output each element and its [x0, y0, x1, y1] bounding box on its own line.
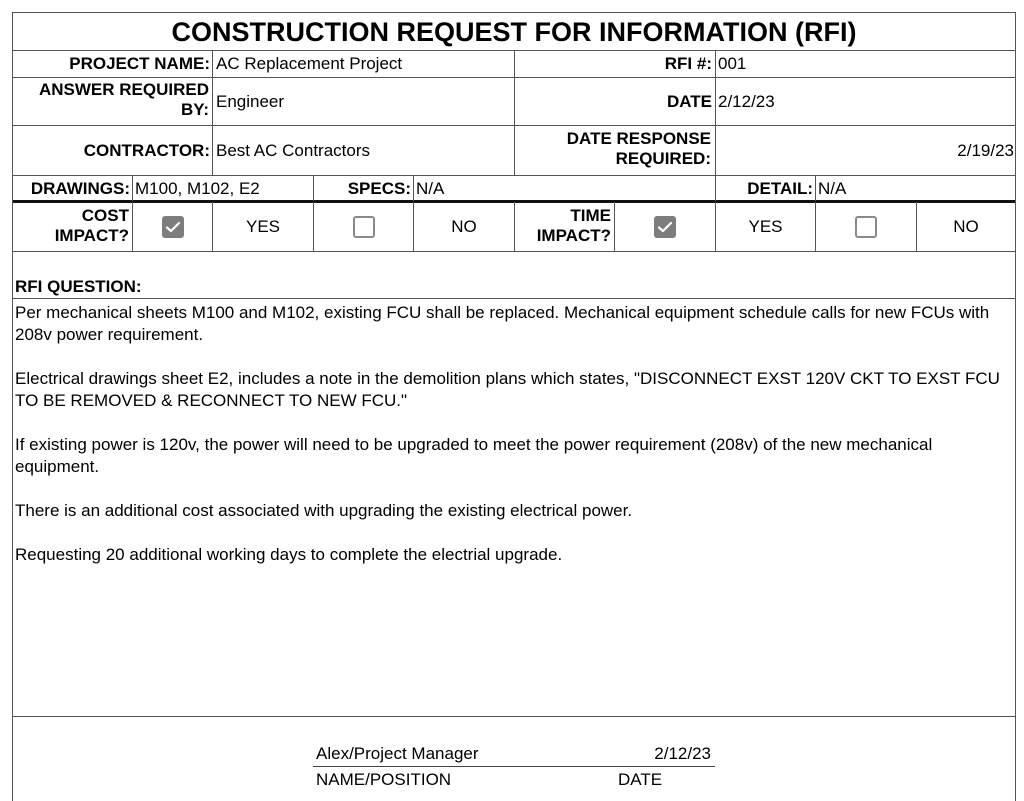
rfi-question-paragraph: If existing power is 120v, the power will need to be upgraded to meet the power requirement (208v) of the new mechanical equipment. [15, 435, 933, 476]
drawings-field[interactable] [135, 176, 311, 201]
rfi-question-paragraph: Electrical drawings sheet E2, includes a note in the demolition plans which states, "DISCONNECT EXST 120V CKT TO EXST FCU TO BE REMOVED & RECONNECT TO NEW FCU." [15, 369, 1000, 410]
cost-impact-yes-checkbox[interactable] [162, 216, 184, 238]
grid-line [815, 175, 816, 201]
cost-impact-label [12, 206, 129, 250]
cost-impact-no-label [414, 203, 514, 251]
cost-impact-yes-checkbox-cell [133, 203, 212, 251]
time-impact-no-text: NO [953, 217, 979, 236]
specs-label-text: SPECS: [347, 178, 411, 198]
contractor-label-text: CONTRACTOR: [83, 140, 210, 160]
cost-impact-no-text: NO [451, 217, 477, 236]
project-name-field[interactable] [216, 51, 512, 77]
checkmark-icon [657, 220, 673, 234]
detail-value: N/A [818, 178, 847, 198]
cost-impact-yes-label [213, 203, 313, 251]
grid-line [12, 251, 1016, 252]
grid-line [413, 175, 414, 201]
drawings-value: M100, M102, E2 [135, 178, 260, 198]
grid-line [1015, 12, 1016, 801]
contractor-label [12, 126, 210, 175]
date-response-required-value: 2/19/23 [957, 140, 1014, 160]
time-impact-no-label [917, 203, 1015, 251]
rfi-number-label [515, 51, 712, 77]
specs-value: N/A [416, 178, 445, 198]
time-impact-label-line1: TIME [570, 206, 611, 225]
cost-impact-label-line2: IMPACT? [54, 226, 129, 245]
drawings-label [12, 176, 130, 201]
answer-required-by-field[interactable] [216, 78, 512, 125]
answer-required-by-label-line2: BY: [180, 100, 209, 119]
rfi-question-body[interactable] [15, 302, 1011, 712]
contractor-field[interactable] [216, 126, 512, 175]
cost-impact-no-checkbox[interactable] [353, 216, 375, 238]
time-impact-yes-label [716, 203, 815, 251]
rfi-number-label-text: RFI #: [664, 54, 712, 73]
signature-name-value[interactable]: Alex/Project Manager [316, 744, 479, 763]
answer-required-by-label [12, 80, 209, 124]
signature-date-value[interactable]: 2/12/23 [654, 744, 711, 763]
drawings-label-text: DRAWINGS: [30, 178, 130, 198]
grid-line [212, 50, 213, 175]
date-value: 2/12/23 [718, 91, 775, 111]
project-name-value: AC Replacement Project [216, 54, 403, 73]
project-name-label [12, 51, 210, 77]
detail-label-text: DETAIL: [747, 178, 813, 198]
rfi-question-paragraph: Per mechanical sheets M100 and M102, existing FCU shall be replaced. Mechanical equipment schedule calls for new FCUs with 208v power requirement. [15, 303, 990, 344]
rfi-question-label: RFI QUESTION: [15, 277, 142, 296]
date-field[interactable] [718, 78, 1014, 125]
grid-line [132, 175, 133, 201]
signature-date-label: DATE [618, 770, 663, 789]
specs-field[interactable] [416, 176, 712, 201]
rfi-question-paragraph: There is an additional cost associated with upgrading the existing electrical power. [15, 501, 633, 520]
time-impact-label-line2: IMPACT? [536, 226, 611, 245]
contractor-value: Best AC Contractors [216, 140, 371, 160]
rfi-number-value: 001 [718, 54, 747, 73]
time-impact-yes-checkbox-cell [615, 203, 715, 251]
answer-required-by-label-line1: ANSWER REQUIRED [38, 80, 209, 99]
time-impact-yes-text: YES [748, 217, 783, 236]
signature-line [313, 766, 715, 767]
cost-impact-yes-text: YES [245, 217, 281, 236]
date-label [515, 78, 712, 125]
date-response-required-field[interactable] [718, 126, 1014, 175]
rfi-question-paragraph: Requesting 20 additional working days to complete the electrial upgrade. [15, 545, 563, 564]
date-response-required-label [515, 129, 711, 173]
signature-name-label: NAME/POSITION [316, 770, 452, 789]
cost-impact-no-checkbox-cell [314, 203, 413, 251]
time-impact-label [515, 206, 611, 250]
answer-required-by-value: Engineer [216, 91, 285, 111]
grid-line [12, 298, 1016, 299]
date-response-required-label-line1: DATE RESPONSE [566, 129, 711, 148]
project-name-label-text: PROJECT NAME: [69, 54, 210, 73]
detail-label [716, 176, 813, 201]
checkmark-icon [165, 220, 181, 234]
cost-impact-label-line1: COST [81, 206, 129, 225]
form-title: CONSTRUCTION REQUEST FOR INFORMATION (RFI) [171, 17, 857, 47]
specs-label [314, 176, 411, 201]
rfi-number-field[interactable] [718, 51, 1014, 77]
detail-field[interactable] [818, 176, 1014, 201]
time-impact-no-checkbox-cell [816, 203, 916, 251]
time-impact-yes-checkbox[interactable] [654, 216, 676, 238]
grid-line [12, 716, 1016, 717]
date-label-text: DATE [666, 91, 712, 111]
grid-line [715, 50, 716, 175]
time-impact-no-checkbox[interactable] [855, 216, 877, 238]
date-response-required-label-line2: REQUIRED: [615, 149, 711, 168]
